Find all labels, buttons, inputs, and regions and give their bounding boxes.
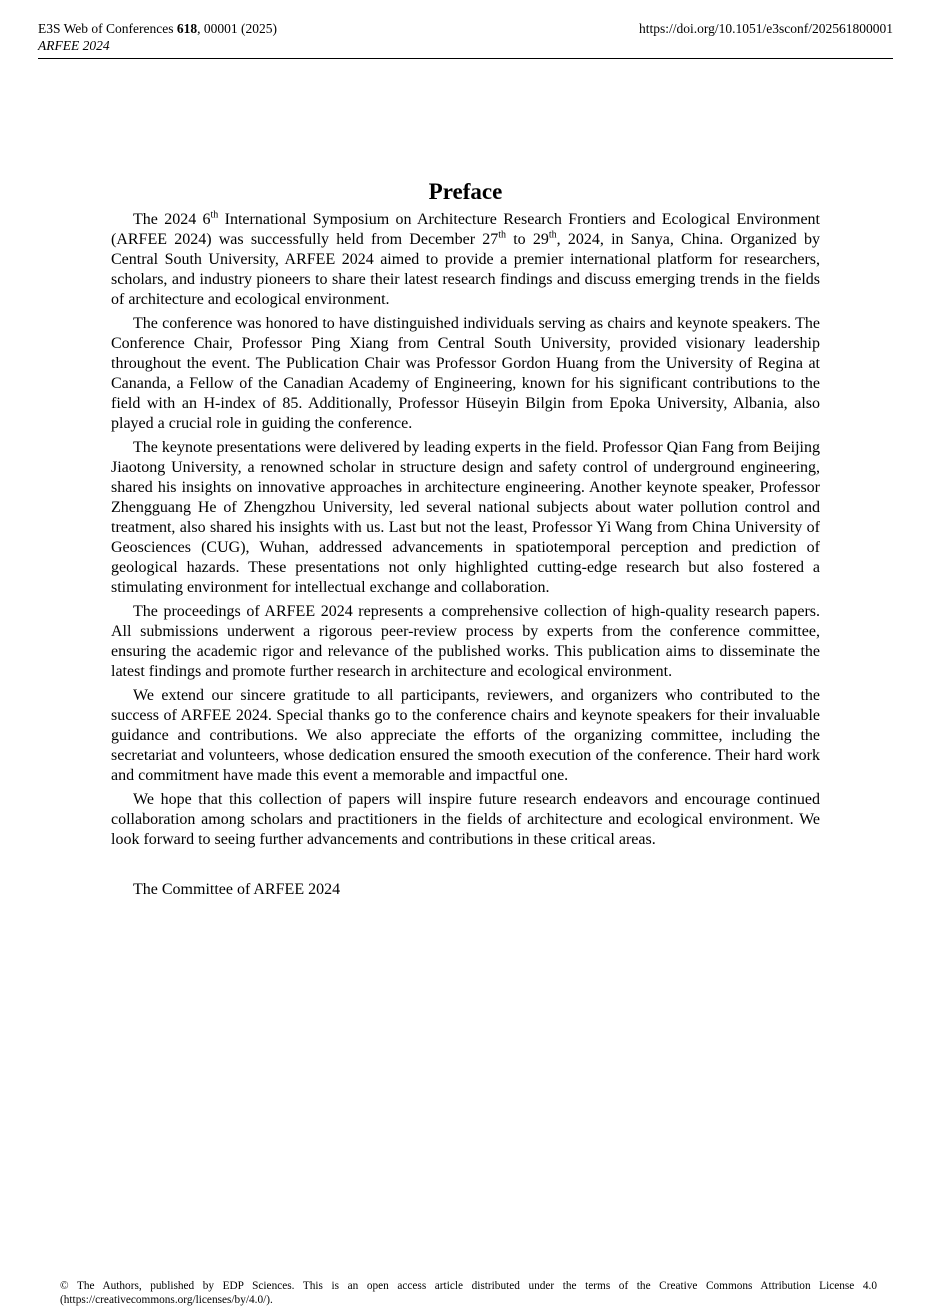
paragraph-intro-text-a: The 2024 6: [133, 211, 211, 228]
paragraph-proceedings: The proceedings of ARFEE 2024 represents a comprehensive collection of high-quality research papers. All submissions underwent a rigorous peer-review process by experts from the conference committee, ensuring the academic rigor and relevance of the published works. This publication aims to disseminate the latest findings and promote further research in architecture and ecological environment.: [111, 603, 820, 680]
license-footer: © The Authors, published by EDP Sciences. This is an open access article distributed under the terms of the Creative Commons Attribution License 4.0 (https://creativecommons.org/licenses/by/4.0/).: [60, 1280, 877, 1306]
conference-name: ARFEE 2024: [38, 38, 110, 53]
signature: The Committee of ARFEE 2024: [133, 881, 341, 898]
header-divider: [38, 58, 893, 59]
ordinal-suffix: th: [498, 229, 507, 241]
article-info: , 00001 (2025): [197, 21, 278, 36]
paragraph-intro-text-d: , 2024, in Sanya, China. Organized by Central South University, ARFEE 2024 aimed to provide a premier international platform for researchers, scholars, and industry pioneers to share their latest research findings and discuss emerging trends in the fields of architecture and ecological environment.: [111, 231, 820, 308]
paragraph-chairs: The conference was honored to have distinguished individuals serving as chairs and keynote speakers. The Conference Chair, Professor Ping Xiang from Central South University, provided visionary leadership throughout the event. The Publication Chair was Professor Gordon Huang from the University of Regina at Cananda, a Fellow of the Canadian Academy of Engineering, known for his significant contributions to the field with an H-index of 85. Additionally, Professor Hüseyin Bilgin from Epoka University, Albania, also played a crucial role in guiding the conference.: [111, 315, 820, 432]
doi-link[interactable]: https://doi.org/10.1051/e3sconf/202561800001: [639, 21, 893, 36]
paragraph-intro-text-c: to 29: [506, 231, 549, 248]
ordinal-suffix: th: [548, 229, 557, 241]
page-title: Preface: [428, 179, 503, 204]
journal-citation: [38, 20, 277, 37]
paragraph-intro-text-b: International Symposium on Architecture Research Frontiers and Ecological Environment (ARFEE 2024) was successfully held from December 27: [111, 211, 820, 248]
journal-volume: 618: [176, 21, 198, 36]
paragraph-keynotes: The keynote presentations were delivered by leading experts in the field. Professor Qian Fang from Beijing Jiaotong University, a renowned scholar in structure design and safety control of underground engineering, shared his insights on innovative approaches in architecture engineering. Another keynote speaker, Professor Zhengguang He of Zhengzhou University, led several national subjects about water pollution control and treatment, also shared his insights with us. Last but not the least, Professor Yi Wang from China University of Geosciences (CUG), Wuhan, addressed advancements in spatiotemporal perception and prediction of geological hazards. These presentations not only highlighted cutting-edge research but also fostered a stimulating environment for intellectual exchange and collaboration.: [111, 439, 820, 596]
paragraph-closing: We hope that this collection of papers will inspire future research endeavors and encourage continued collaboration among scholars and practitioners in the fields of architecture and ecological environment. We look forward to seeing further advancements and contributions in these critical areas.: [111, 791, 820, 848]
running-header: [38, 20, 893, 54]
journal-name: E3S Web of Conferences: [38, 21, 174, 36]
article-body: [111, 178, 820, 900]
ordinal-suffix: th: [210, 209, 219, 221]
header-top-row: [38, 20, 893, 37]
paragraph-intro: [111, 210, 820, 310]
paragraph-gratitude: We extend our sincere gratitude to all participants, reviewers, and organizers who contributed to the success of ARFEE 2024. Special thanks go to the conference chairs and keynote speakers for their invaluable guidance and contributions. We also appreciate the efforts of the organizing committee, including the secretariat and volunteers, whose dedication ensured the smooth execution of the conference. Their hard work and commitment have made this event a memorable and impactful one.: [111, 687, 820, 784]
